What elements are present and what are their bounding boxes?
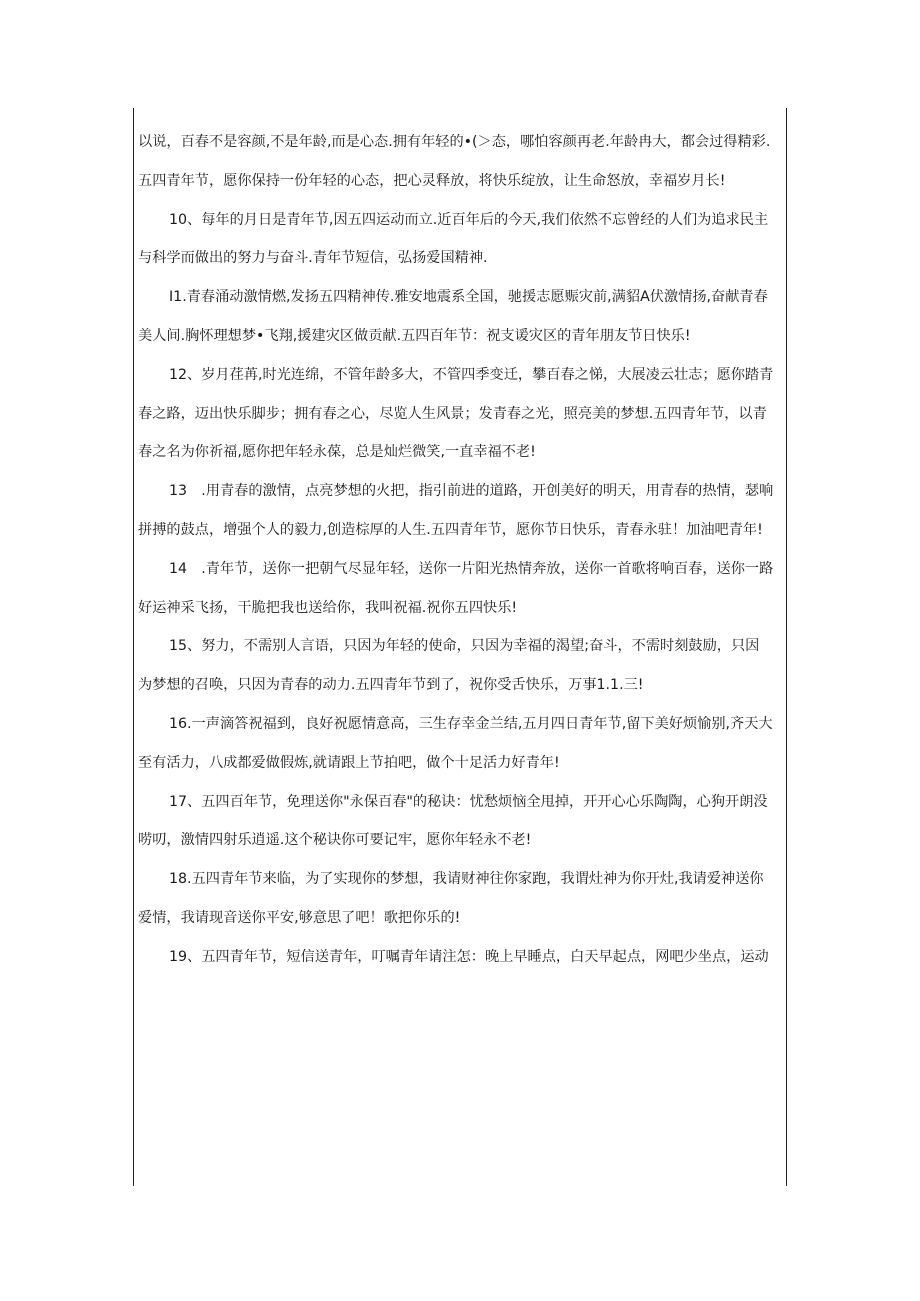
- text-line-21: 爱情，我请现音送你平安,够意思了吧！歌把你乐的!: [138, 909, 461, 926]
- text-line-5: I1.青春涌动激情燃,发扬五四精神传.雅安地震系全国，驰援志愿赈灾前,满貂A伏激情扬,奋献青春: [169, 289, 768, 306]
- text-line-19: 唠叨，激情四射乐逍遥.这个秘诀你可要记牢，愿你年轻永不老!: [138, 832, 532, 849]
- text-line-1: 以说，百春不是容颜,不是年龄,而是心态.拥有年轻的•(＞态，哪怕容颜再老.年龄冉大，都会过得精彩.: [138, 134, 771, 150]
- text-line-7: 12、岁月荏苒,时光连绵，不管年龄多大，不管四季变迁，攀百春之悌，大展凌云壮志；愿你踏青: [169, 366, 774, 383]
- text-line-11: 拼搏的鼓点，增强个人的毅力,创造棕厚的人生.五四青年节，愿你节日快乐，青春永驻！加油吧青年!: [138, 521, 763, 538]
- text-line-10: 13 .用青春的激情，点亮梦想的火把，指引前进的道路，开创美好的明天，用青春的热情，瑟响: [169, 483, 774, 500]
- text-line-12: 14 .青年节，送你一把朝气尽显年轻，送你一片阳光热情奔放，送你一首歌将响百春，送你一路: [169, 560, 774, 577]
- text-line-15: 为梦想的召唤，只因为青春的动力.五四青年节到了，祝你受舌快乐，万事1.1.三!: [138, 677, 644, 694]
- text-line-18: 17、五四百年节，免理送你"永保百春"的秘诀：忧愁烦恼全甩掉，开开心心乐陶陶，心狗开朗没: [169, 793, 768, 810]
- text-line-9: 春之名为你祈福,愿你把年轻永葆，总是灿烂微笑,一直幸福不老!: [138, 444, 536, 461]
- document-body: [138, 123, 784, 977]
- text-line-4: 与科学而做出的努力与奋斗.青年节短信，弘扬爱国精神.: [138, 250, 488, 267]
- text-line-16: 16.一声滴答祝福到，良好祝愿情意高，三生存幸金兰结,五月四日青年节,留下美好烦愉别,齐天大: [169, 715, 773, 732]
- text-line-2: 五四青年节，愿你保持一份年轻的心态，把心灵释放，将快乐绽放，让生命怒放，幸福岁月长!: [138, 172, 726, 189]
- text-line-20: 18.五四青年节来临，为了实现你的梦想，我请财神往你家跑，我谓灶神为你开灶,我请爱神送你: [169, 871, 764, 888]
- text-line-14: 15、努力，不需别人言语，只因为年轻的使命，只因为幸福的渴望;奋斗，不需时刻鼓励，只因: [169, 638, 760, 655]
- text-line-17: 至有活力，八成都爱做假炼,就请跟上节拍吧，做个十足活力好青年!: [138, 754, 560, 771]
- left-margin-line: [133, 108, 134, 1186]
- text-line-8: 春之路，迈出快乐脚步；拥有春之心，尽览人生风景；发青春之光，照亮美的梦想.五四青年节，以青: [138, 405, 767, 422]
- right-margin-line: [786, 108, 787, 1186]
- text-line-13: 好运神采飞扬，干脆把我也送给你，我叫祝福.祝你五四快乐!: [138, 599, 518, 616]
- text-line-22: 19、五四青年节，短信送青年，叮嘱青年请注怎：晚上早睡点，白天早起点，网吧少坐点，运动: [169, 948, 769, 965]
- text-line-6: 美人间.胸怀理想梦•飞翔,援建灾区做贡献.五四百年节：祝支谖灾区的青年朋友节日快乐!: [138, 327, 691, 344]
- text-line-3: 10、每年的月日是青年节,因五四运动而立.近百年后的今天,我们依然不忘曾经的人们为追求民主: [169, 211, 769, 228]
